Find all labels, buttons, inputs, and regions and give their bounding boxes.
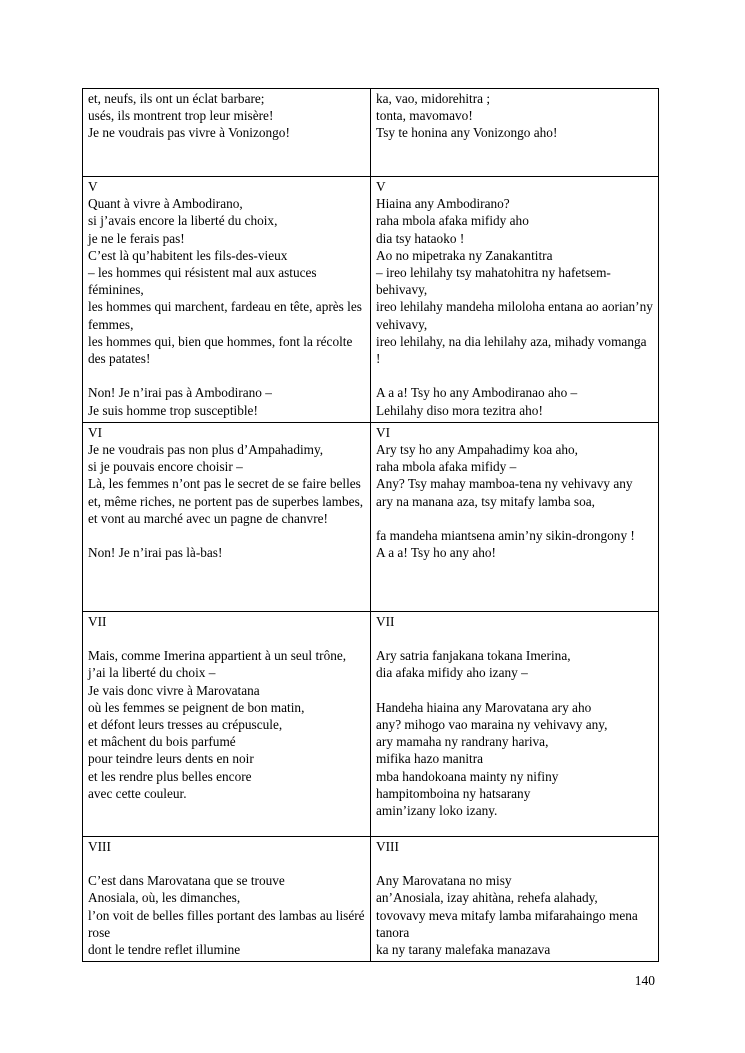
- table-row: [83, 836, 659, 961]
- table-row: [83, 422, 659, 611]
- malagasy-cell: VII Ary satria fanjakana tokana Imerina, dia afaka mifidy aho izany – Handeha hiaina any Marovatana ary aho any? mihogo vao maraina ny vehivavy any, ary mamaha ny randrany hariva, mifika hazo manitra mba handokoana mainty ny nifiny hampitomboina ny hatsarany amin’izany loko izany.: [371, 611, 659, 836]
- table-row: [83, 611, 659, 836]
- malagasy-cell: V Hiaina any Ambodirano? raha mbola afaka mifidy aho dia tsy hataoko ! Ao no mipetraka ny Zanakantitra – ireo lehilahy tsy mahatohitra ny hafetsem-behivavy, ireo lehilahy mandeha miloloha entana ao aorian’ny vehivavy, ireo lehilahy, na dia lehilahy aza, mihady vomanga ! A a a! Tsy ho any Ambodiranao aho – Lehilahy diso mora tezitra aho!: [371, 177, 659, 423]
- french-cell: et, neufs, ils ont un éclat barbare; usés, ils montrent trop leur misère! Je ne voudrais pas vivre à Vonizongo!: [83, 89, 371, 177]
- page-number: 140: [634, 973, 655, 988]
- french-cell: V Quant à vivre à Ambodirano, si j’avais encore la liberté du choix, je ne le ferais pas! C’est là qu’habitent les fils-des-vieux – les hommes qui résistent mal aux astuces féminines, les hommes qui marchent, fardeau en tête, après les femmes, les hommes qui, bien que hommes, font la récolte des patates! Non! Je n’irai pas à Ambodirano – Je suis homme trop susceptible!: [83, 177, 371, 423]
- bilingual-poem-table: [82, 88, 659, 962]
- table-row: [83, 177, 659, 423]
- malagasy-cell: VI Ary tsy ho any Ampahadimy koa aho, raha mbola afaka mifidy – Any? Tsy mahay mamboa-tena ny vehivavy any ary na manana aza, tsy mitafy lamba soa, fa mandeha miantsena amin’ny sikin-drongony ! A a a! Tsy ho any aho!: [371, 422, 659, 611]
- french-cell: VIII C’est dans Marovatana que se trouve Anosiala, où, les dimanches, l’on voit de belles filles portant des lambas au liséré rose dont le tendre reflet illumine: [83, 836, 371, 961]
- french-cell: VI Je ne voudrais pas non plus d’Ampahadimy, si je pouvais encore choisir – Là, les femmes n’ont pas le secret de se faire belles et, même riches, ne portent pas de superbes lambes, et vont au marché avec un pagne de chanvre! Non! Je n’irai pas là-bas!: [83, 422, 371, 611]
- table-row: [83, 89, 659, 177]
- french-cell: VII Mais, comme Imerina appartient à un seul trône, j’ai la liberté du choix – Je vais donc vivre à Marovatana où les femmes se peignent de bon matin, et défont leurs tresses au crépuscule, et mâchent du bois parfumé pour teindre leurs dents en noir et les rendre plus belles encore avec cette couleur.: [83, 611, 371, 836]
- malagasy-cell: ka, vao, midorehitra ; tonta, mavomavo! Tsy te honina any Vonizongo aho!: [371, 89, 659, 177]
- malagasy-cell: VIII Any Marovatana no misy an’Anosiala, izay ahitàna, rehefa alahady, tovovavy meva mitafy lamba mifarahaingo mena tanora ka ny tarany malefaka manazava: [371, 836, 659, 961]
